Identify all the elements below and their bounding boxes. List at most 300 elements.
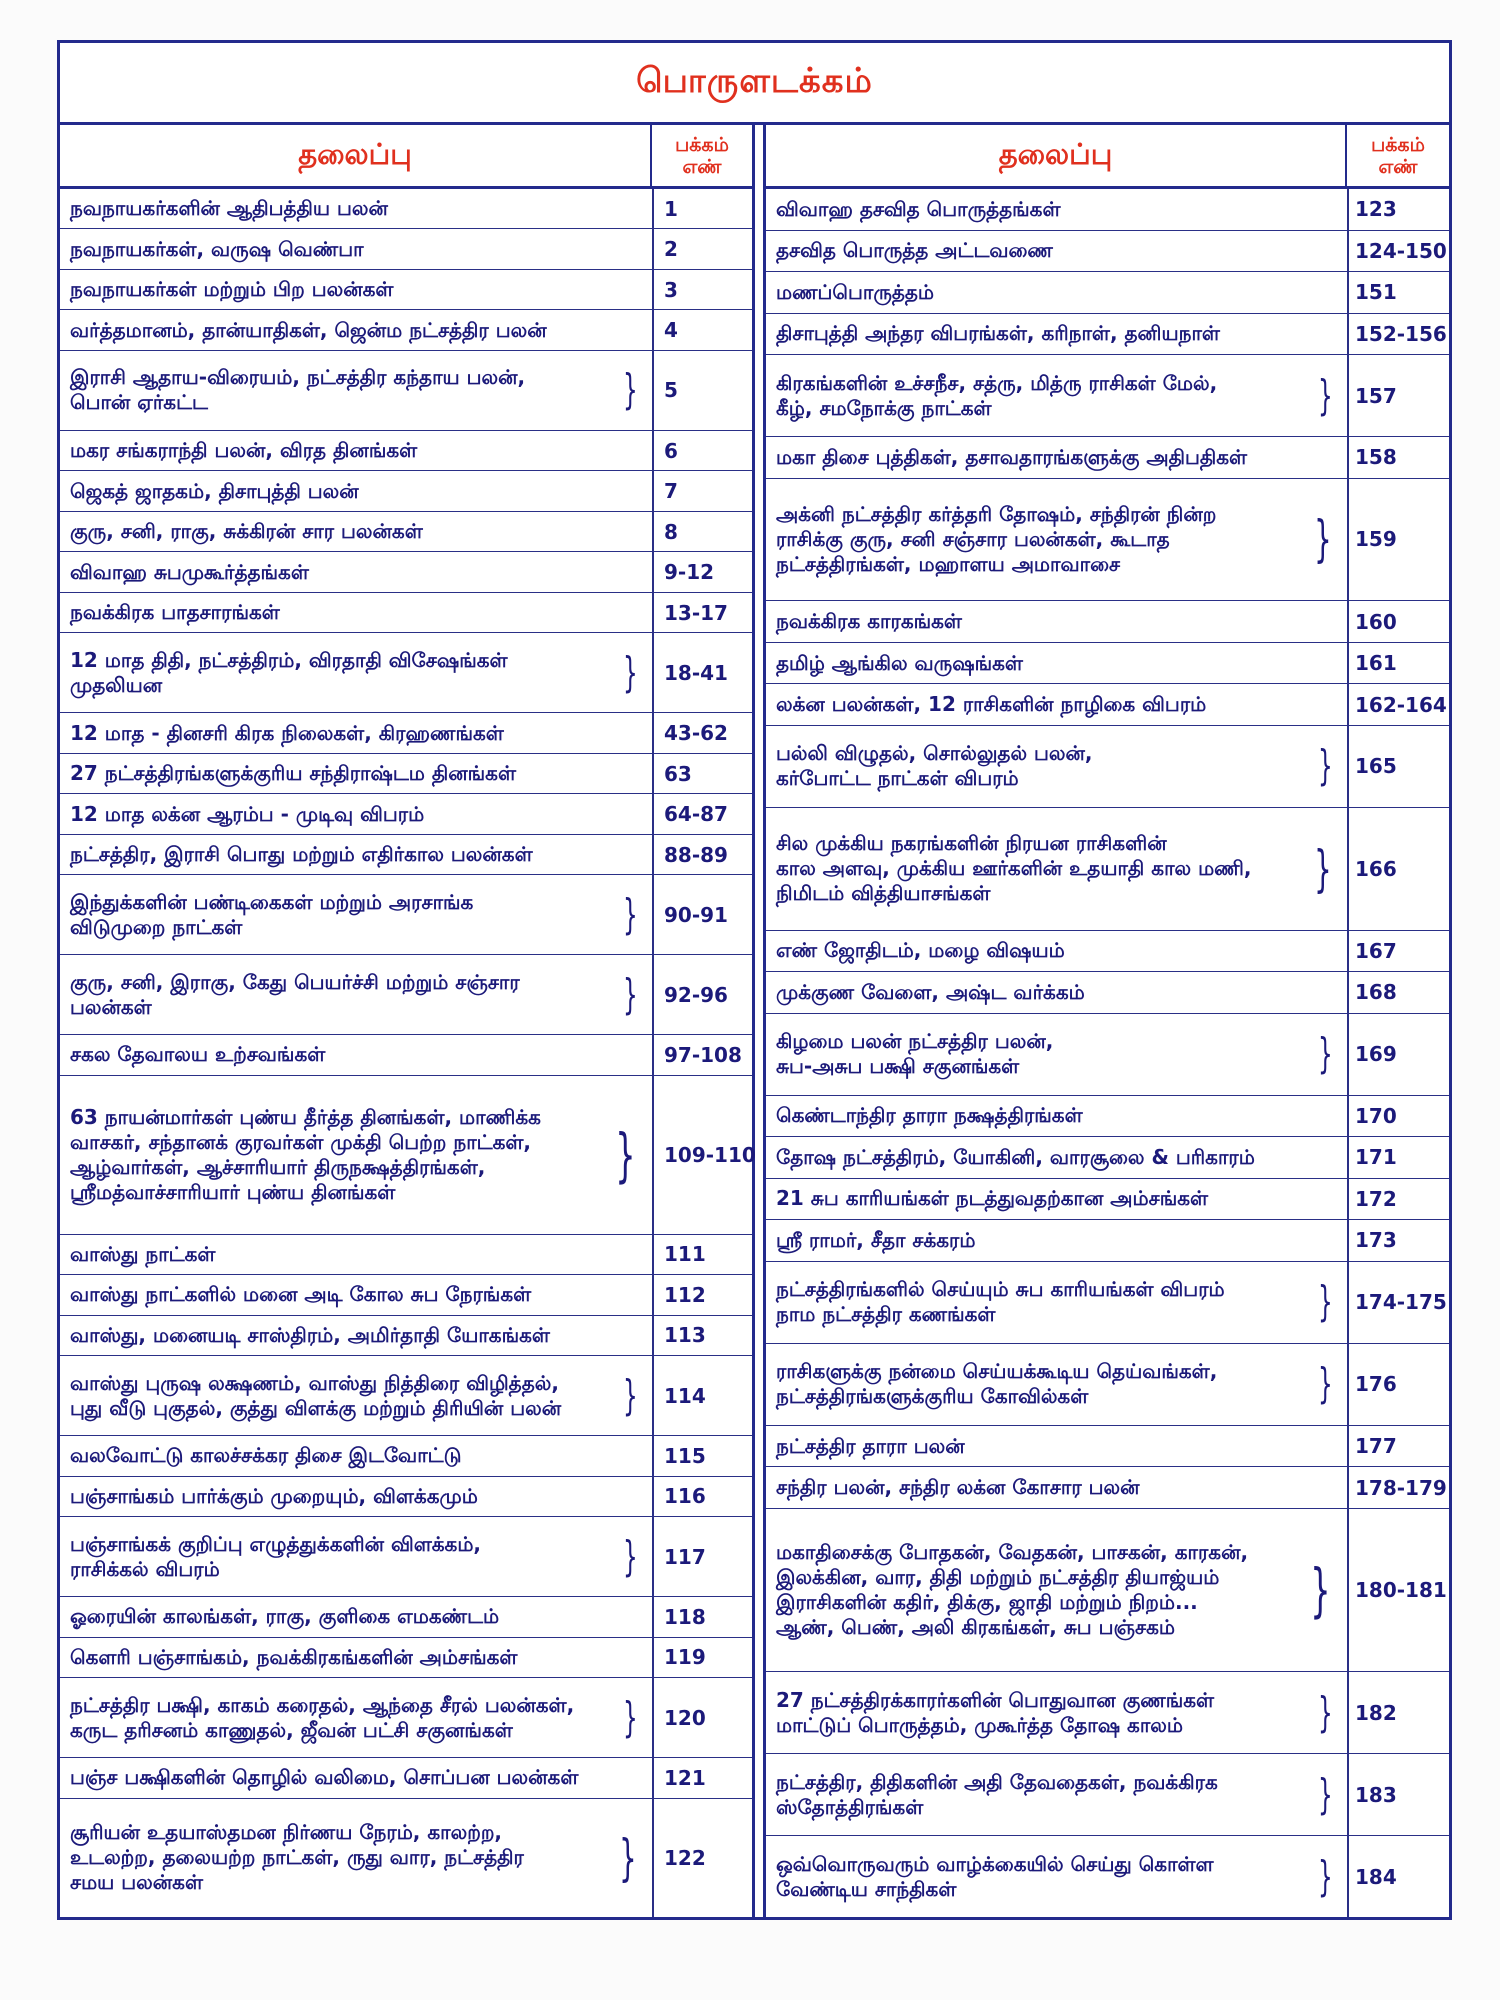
- toc-topic-line: தசவித பொருத்த அட்டவணை: [776, 238, 1053, 263]
- toc-topic-line: சில முக்கிய நகரங்களின் நிரயன ராசிகளின்: [776, 831, 1167, 856]
- toc-row: [766, 1344, 1449, 1426]
- toc-page-number: 8: [652, 512, 752, 551]
- toc-page-number: 167: [1347, 931, 1449, 972]
- toc-rows-right: [766, 189, 1449, 1917]
- toc-topic-line: இராசிகளின் கதிர், திக்கு, ஜாதி மற்றும் நிறம்...: [776, 1589, 1198, 1614]
- toc-topic-lines: [776, 1029, 1312, 1079]
- toc-topic: [60, 351, 652, 430]
- toc-topic-line: ஸ்ரீமத்வாச்சாரியார் புண்ய தினங்கள்: [70, 1179, 396, 1204]
- toc-page-number: 123: [1347, 189, 1449, 230]
- toc-topic: [766, 726, 1347, 807]
- toc-row: [766, 643, 1449, 685]
- toc-page-number: 171: [1347, 1137, 1449, 1178]
- toc-row: [60, 1758, 752, 1798]
- toc-topic-line: புது வீடு புகுதல், குத்து விளக்கு மற்றும் திரியின் பலன்: [70, 1395, 562, 1420]
- toc-topic: [766, 1467, 1347, 1508]
- toc-topic-line: 27 நட்சத்திரக்காரர்களின் பொதுவான குணங்கள்: [776, 1687, 1215, 1712]
- toc-topic-lines: [70, 1604, 644, 1629]
- right-brace-icon: }: [1318, 1687, 1333, 1737]
- toc-row: [766, 1096, 1449, 1138]
- toc-topic-line: முதலியன: [70, 672, 163, 697]
- toc-page-number: 6: [652, 431, 752, 470]
- toc-topic-line: விடுமுறை நாட்கள்: [70, 914, 243, 939]
- right-brace-icon: }: [615, 1120, 636, 1189]
- right-brace-icon: }: [623, 1370, 638, 1420]
- toc-topic-line: வேண்டிய சாந்திகள்: [776, 1876, 957, 1901]
- toc-page-number: 1: [652, 189, 752, 228]
- toc-topic-line: நட்சத்திர பக்ஷி, காகம் கரைதல், ஆந்தை சீரல் பலன்கள்,: [70, 1692, 575, 1717]
- toc-topic-line: பல்லி விழுதல், சொல்லுதல் பலன்,: [776, 741, 1093, 766]
- toc-topic-lines: [776, 651, 1339, 676]
- toc-topic: [60, 1638, 652, 1677]
- right-brace-icon: }: [623, 969, 638, 1019]
- toc-topic: [766, 1426, 1347, 1467]
- toc-topic-line: சமய பலன்கள்: [70, 1870, 203, 1895]
- toc-row: [60, 1517, 752, 1597]
- toc-topic-line: வாஸ்து நாட்கள்: [70, 1241, 216, 1266]
- toc-page-number: 177: [1347, 1426, 1449, 1467]
- right-brace-icon: }: [623, 1531, 638, 1581]
- toc-row: [60, 229, 752, 269]
- toc-topic-line: மகாதிசைக்கு போதகன், வேதகன், பாசகன், காரகன்,: [776, 1539, 1249, 1564]
- toc-topic-line: நட்சத்திர, திதிகளின் அதி தேவதைகள், நவக்கிரக: [776, 1769, 1218, 1794]
- toc-page-number: 64-87: [652, 794, 752, 833]
- toc-page-number: 180-181: [1347, 1509, 1449, 1671]
- toc-page-number: 151: [1347, 272, 1449, 313]
- toc-topic: [60, 1356, 652, 1435]
- toc-topic: [766, 355, 1347, 436]
- header-page-number: [650, 125, 752, 186]
- toc-row: [60, 1436, 752, 1476]
- toc-topic-line: ஜெகத் ஜாதகம், திசாபுத்தி பலன்: [70, 478, 359, 503]
- toc-row: [766, 684, 1449, 726]
- toc-page-number: 120: [652, 1678, 752, 1757]
- toc-topic-line: அக்னி நட்சத்திர கர்த்தரி தோஷம், சந்திரன் நின்ற: [776, 501, 1217, 526]
- toc-row: [60, 471, 752, 511]
- toc-topic-line: கீழ், சமநோக்கு நாட்கள்: [776, 395, 992, 420]
- toc-row: [60, 633, 752, 713]
- toc-topic: [766, 231, 1347, 272]
- toc-topic-line: ஸ்தோத்திரங்கள்: [776, 1794, 924, 1819]
- toc-row: [60, 552, 752, 592]
- header-page-line1: பக்கம்: [1371, 133, 1425, 156]
- toc-topic-line: பலன்கள்: [70, 994, 152, 1019]
- toc-topic-line: நட்சத்திரங்களுக்குரிய கோவில்கள்: [776, 1384, 1089, 1409]
- toc-page-number: 170: [1347, 1096, 1449, 1137]
- toc-topic-line: சூரியன் உதயாஸ்தமன நிர்ணய நேரம், காலற்ற,: [70, 1820, 503, 1845]
- toc-page-number: 7: [652, 471, 752, 510]
- toc-topic: [766, 1836, 1347, 1917]
- toc-page-number: 172: [1347, 1179, 1449, 1220]
- toc-topic: [766, 437, 1347, 478]
- toc-page-number: 119: [652, 1638, 752, 1677]
- toc-topic-line: ஸ்ரீ ராமர், சீதா சக்கரம்: [776, 1227, 976, 1252]
- right-brace-icon: }: [1318, 1029, 1333, 1079]
- right-brace-icon: }: [1318, 370, 1333, 420]
- toc-topic-line: 21 சுப காரியங்கள் நடத்துவதற்கான அம்சங்கள்: [776, 1186, 1209, 1211]
- toc-topic: [766, 972, 1347, 1013]
- toc-topic-lines: [776, 1770, 1312, 1820]
- toc-page-number: 5: [652, 351, 752, 430]
- toc-page-number: 182: [1347, 1672, 1449, 1753]
- toc-row: [60, 1316, 752, 1356]
- toc-topic-line: நட்சத்திர தாரா பலன்: [776, 1433, 965, 1458]
- toc-row: [766, 231, 1449, 273]
- toc-topic-line: எண் ஜோதிடம், மழை விஷயம்: [776, 938, 1065, 963]
- toc-row: [60, 794, 752, 834]
- toc-topic: [766, 1096, 1347, 1137]
- right-brace-icon: }: [1310, 1555, 1331, 1624]
- toc-topic-lines: [776, 980, 1339, 1005]
- toc-topic-lines: [70, 1242, 644, 1267]
- toc-page-number: 109-110: [652, 1076, 752, 1234]
- toc-row: [60, 1477, 752, 1517]
- column-header: [766, 125, 1449, 189]
- toc-topic: [766, 1137, 1347, 1178]
- toc-topic-lines: [776, 445, 1339, 470]
- toc-topic-line: மகர சங்கராந்தி பலன், விரத தினங்கள்: [70, 438, 418, 463]
- toc-topic-lines: [70, 1532, 617, 1582]
- right-brace-icon: }: [1318, 1277, 1333, 1327]
- toc-topic-lines: [776, 371, 1312, 421]
- right-brace-icon: }: [1314, 839, 1332, 898]
- toc-topic: [766, 1754, 1347, 1835]
- toc-topic-line: நவக்கிரக காரகங்கள்: [776, 609, 962, 634]
- toc-page-number: 184: [1347, 1836, 1449, 1917]
- toc-page-number: 158: [1347, 437, 1449, 478]
- toc-topic: [766, 1262, 1347, 1343]
- toc-topic-lines: [70, 648, 617, 698]
- toc-page-number: 166: [1347, 808, 1449, 930]
- toc-page-number: 111: [652, 1235, 752, 1274]
- toc-row: [60, 512, 752, 552]
- right-brace-icon: }: [623, 365, 638, 415]
- toc-row: [60, 431, 752, 471]
- toc-page-number: 2: [652, 229, 752, 268]
- toc-topic: [60, 1035, 652, 1074]
- toc-topic-line: சந்திர பலன், சந்திர லக்ன கோசார பலன்: [776, 1475, 1140, 1500]
- toc-topic-line: தமிழ் ஆங்கில வருஷங்கள்: [776, 650, 1023, 675]
- toc-row: [60, 1035, 752, 1075]
- toc-page-number: 117: [652, 1517, 752, 1596]
- toc-row: [60, 1275, 752, 1315]
- toc-topic: [766, 808, 1347, 930]
- right-brace-icon: }: [1318, 1769, 1333, 1819]
- toc-topic: [766, 189, 1347, 230]
- toc-page-number: 18-41: [652, 633, 752, 712]
- toc-page-number: 114: [652, 1356, 752, 1435]
- toc-topic: [766, 601, 1347, 642]
- toc-topic-line: சகல தேவாலய உற்சவங்கள்: [70, 1042, 326, 1067]
- toc-topic-line: 12 மாத திதி, நட்சத்திரம், விரதாதி விசேஷங்கள்: [70, 647, 508, 672]
- toc-row: [766, 808, 1449, 931]
- toc-row: [766, 1467, 1449, 1509]
- toc-page-number: 88-89: [652, 835, 752, 874]
- toc-topic-line: திசாபுத்தி அந்தர விபரங்கள், கரிநாள், தனியநாள்: [776, 321, 1220, 346]
- toc-row: [60, 1799, 752, 1917]
- toc-topic: [60, 552, 652, 591]
- toc-topic: [60, 1076, 652, 1234]
- toc-topic-lines: [70, 890, 617, 940]
- toc-topic: [60, 754, 652, 793]
- toc-topic-line: வாசகர், சந்தானக் குரவர்கள் முக்தி பெற்ற நாட்கள்,: [70, 1129, 532, 1154]
- toc-topic: [60, 955, 652, 1034]
- toc-topic-line: நிமிடம் வித்தியாசங்கள்: [776, 881, 991, 906]
- toc-page-number: 178-179: [1347, 1467, 1449, 1508]
- toc-row: [60, 1638, 752, 1678]
- toc-topic-lines: [70, 970, 617, 1020]
- toc-topic: [60, 189, 652, 228]
- toc-topic-lines: [776, 1228, 1339, 1253]
- toc-topic-lines: [70, 600, 644, 625]
- toc-page-number: 157: [1347, 355, 1449, 436]
- toc-topic-line: நாம நட்சத்திர கணங்கள்: [776, 1302, 996, 1327]
- toc-topic-line: ஓரையின் காலங்கள், ராகு, குளிகை எமகண்டம்: [70, 1604, 500, 1629]
- toc-topic-line: ராசிக்கு குரு, சனி சஞ்சார பலன்கள், கூடாத: [776, 526, 1170, 551]
- toc-row: [766, 726, 1449, 808]
- right-brace-icon: }: [619, 1828, 637, 1887]
- toc-topic-lines: [70, 237, 644, 262]
- toc-row: [766, 1179, 1449, 1221]
- toc-row: [766, 1220, 1449, 1262]
- toc-topic-line: கிரகங்களின் உச்சநீச, சத்ரு, மித்ரு ராசிகள் மேல்,: [776, 370, 1218, 395]
- toc-topic-line: பஞ்சாங்கம் பார்க்கும் முறையும், விளக்கமும்: [70, 1483, 478, 1508]
- toc-topic-line: நவநாயகர்களின் ஆதிபத்திய பலன்: [70, 196, 388, 221]
- toc-topic-lines: [776, 1540, 1302, 1640]
- toc-topic-lines: [776, 238, 1339, 263]
- toc-page-number: 92-96: [652, 955, 752, 1034]
- toc-topic-lines: [70, 1443, 644, 1468]
- header-page-number: [1345, 125, 1449, 186]
- header-page-line1: பக்கம்: [675, 133, 729, 156]
- toc-row: [60, 1235, 752, 1275]
- toc-topic-lines: [70, 277, 644, 302]
- toc-topic-line: ராசிகளுக்கு நன்மை செய்யக்கூடிய தெய்வங்கள்,: [776, 1359, 1218, 1384]
- toc-topic-line: ஆண், பெண், அலி கிரகங்கள், சுப பஞ்சகம்: [776, 1614, 1175, 1639]
- header-page-line2: எண்: [682, 155, 722, 178]
- toc-page-number: 169: [1347, 1014, 1449, 1095]
- toc-page-number: 43-62: [652, 713, 752, 752]
- toc-row: [60, 835, 752, 875]
- toc-topic-line: மாட்டுப் பொருத்தம், முகூர்த்த தோஷ காலம்: [776, 1712, 1183, 1737]
- toc-topic: [60, 1436, 652, 1475]
- toc-page-number: 63: [652, 754, 752, 793]
- toc-topic: [766, 1672, 1347, 1753]
- toc-page-number: 112: [652, 1275, 752, 1314]
- toc-page-number: 118: [652, 1597, 752, 1636]
- toc-topic-lines: [70, 1042, 644, 1067]
- toc-row: [60, 754, 752, 794]
- toc-topic: [60, 471, 652, 510]
- toc-topic-lines: [70, 802, 644, 827]
- toc-topic: [60, 794, 652, 833]
- right-brace-icon: }: [1318, 1851, 1333, 1901]
- toc-topic-lines: [70, 1323, 644, 1348]
- toc-topic: [60, 1597, 652, 1636]
- right-brace-icon: }: [1318, 1359, 1333, 1409]
- toc-topic-lines: [776, 1103, 1339, 1128]
- toc-topic-line: கருட தரிசனம் காணுதல், ஜீவன் பட்சி சகுனங்கள்: [70, 1717, 513, 1742]
- toc-topic: [766, 1509, 1347, 1671]
- toc-topic: [60, 1517, 652, 1596]
- toc-page-number: 160: [1347, 601, 1449, 642]
- toc-topic: [766, 1344, 1347, 1425]
- toc-topic-lines: [776, 321, 1339, 346]
- toc-topic-lines: [776, 831, 1307, 906]
- toc-topic-lines: [70, 519, 644, 544]
- toc-topic-line: வர்த்தமானம், தான்யாதிகள், ஜென்ம நட்சத்திர பலன்: [70, 317, 547, 342]
- toc-page-number: 116: [652, 1477, 752, 1516]
- page-title: பொருளடக்கம்: [636, 60, 873, 101]
- toc-topic: [766, 272, 1347, 313]
- toc-topic-line: பஞ்ச பக்ஷிகளின் தொழில் வலிமை, சொப்பன பலன்கள்: [70, 1765, 579, 1790]
- toc-row: [60, 1356, 752, 1436]
- toc-row: [766, 272, 1449, 314]
- toc-page-number: 162-164: [1347, 684, 1449, 725]
- toc-topic-line: சுப-அசுப பக்ஷி சகுனங்கள்: [776, 1054, 1020, 1079]
- right-brace-icon: }: [623, 889, 638, 939]
- toc-topic-line: விவாஹ தசவித பொருத்தங்கள்: [776, 196, 1061, 221]
- toc-column-left: [60, 125, 755, 1917]
- toc-topic: [60, 512, 652, 551]
- toc-rows-left: [60, 189, 756, 1917]
- toc-topic-line: ராசிக்கல் விபரம்: [70, 1556, 220, 1581]
- toc-topic-line: 12 மாத - தினசரி கிரக நிலைகள், கிரஹணங்கள்: [70, 720, 504, 745]
- toc-topic-line: நட்சத்திரங்கள், மஹாளய அமாவாசை: [776, 551, 1121, 576]
- toc-topic-line: வலவோட்டு காலச்சக்கர திசை இடவோட்டு: [70, 1443, 462, 1468]
- toc-row: [60, 1597, 752, 1637]
- toc-topic: [60, 270, 652, 309]
- toc-row: [766, 314, 1449, 356]
- header-topic: தலைப்பு: [998, 136, 1113, 171]
- column-header: [60, 125, 752, 189]
- toc-row: [60, 351, 752, 431]
- toc-topic-lines: [776, 741, 1312, 791]
- toc-page-number: 121: [652, 1758, 752, 1797]
- toc-topic-line: இலக்கின, வார, திதி மற்றும் நட்சத்திர தியாஜ்யம்: [776, 1564, 1220, 1589]
- toc-page-number: 124-150: [1347, 231, 1449, 272]
- toc-topic-lines: [70, 560, 644, 585]
- toc-topic-line: வாஸ்து புருஷ லக்ஷணம், வாஸ்து நித்திரை விழித்தல்,: [70, 1370, 559, 1395]
- toc-page-number: 3: [652, 270, 752, 309]
- toc-topic-lines: [70, 721, 644, 746]
- toc-topic: [766, 684, 1347, 725]
- toc-topic: [60, 1678, 652, 1757]
- toc-topic-lines: [776, 609, 1339, 634]
- toc-row: [60, 189, 752, 229]
- toc-row: [766, 601, 1449, 643]
- toc-topic-line: இந்துக்களின் பண்டிகைகள் மற்றும் அரசாங்க: [70, 889, 474, 914]
- toc-page-number: 174-175: [1347, 1262, 1449, 1343]
- toc-topic-lines: [70, 1484, 644, 1509]
- toc-topic-line: வாஸ்து நாட்களில் மனை அடி கோல சுப நேரங்கள்: [70, 1282, 532, 1307]
- toc-topic-lines: [776, 280, 1339, 305]
- toc-row: [766, 1836, 1449, 1917]
- toc-topic: [60, 1316, 652, 1355]
- toc-row: [766, 1262, 1449, 1344]
- toc-topic-lines: [776, 502, 1307, 577]
- toc-page-number: 165: [1347, 726, 1449, 807]
- toc-topic-lines: [776, 1145, 1339, 1170]
- toc-topic: [766, 931, 1347, 972]
- toc-page-number: 115: [652, 1436, 752, 1475]
- toc-topic: [766, 314, 1347, 355]
- toc-topic-lines: [70, 196, 644, 221]
- toc-topic-line: குரு, சனி, ராகு, சுக்கிரன் சார பலன்கள்: [70, 519, 423, 544]
- toc-row: [60, 310, 752, 350]
- toc-row: [766, 1426, 1449, 1468]
- toc-topic-line: கௌரி பஞ்சாங்கம், நவக்கிரகங்களின் அம்சங்கள்: [70, 1644, 518, 1669]
- toc-topic-line: உடலற்ற, தலையற்ற நாட்கள், ருது வார, நட்சத்திர: [70, 1845, 524, 1870]
- toc-topic: [60, 431, 652, 470]
- toc-topic-lines: [776, 692, 1339, 717]
- toc-page-number: 122: [652, 1799, 752, 1917]
- toc-frame: [57, 40, 1452, 1920]
- right-brace-icon: }: [1314, 510, 1332, 569]
- right-brace-icon: }: [623, 1692, 638, 1742]
- toc-topic-lines: [70, 1693, 617, 1743]
- toc-topic-line: முக்குண வேளை, அஷ்ட வர்க்கம்: [776, 979, 1085, 1004]
- toc-topic-line: 63 நாயன்மார்கள் புண்ய தீர்த்த தினங்கள், மாணிக்க: [70, 1104, 541, 1129]
- toc-topic-line: நட்சத்திர, இராசி பொது மற்றும் எதிர்கால பலன்கள்: [70, 842, 533, 867]
- toc-row: [766, 1509, 1449, 1672]
- toc-topic-lines: [70, 1645, 644, 1670]
- toc-topic-lines: [776, 1434, 1339, 1459]
- toc-topic-lines: [70, 1105, 607, 1205]
- toc-topic-line: வாஸ்து, மனையடி சாஸ்திரம், அமிர்தாதி யோகங்கள்: [70, 1322, 550, 1347]
- toc-topic-line: நவநாயகர்கள் மற்றும் பிற பலன்கள்: [70, 277, 394, 302]
- toc-topic-line: நட்சத்திரங்களில் செய்யும் சுப காரியங்கள் விபரம்: [776, 1277, 1225, 1302]
- toc-topic-line: இராசி ஆதாய-விரையம், நட்சத்திர கந்தாய பலன்,: [70, 365, 526, 390]
- toc-topic-lines: [776, 1688, 1312, 1738]
- toc-row: [60, 955, 752, 1035]
- header-topic: தலைப்பு: [298, 136, 412, 171]
- toc-row: [766, 1754, 1449, 1836]
- toc-page-number: 13-17: [652, 593, 752, 632]
- toc-topic-line: கெண்டாந்திர தாரா நக்ஷத்திரங்கள்: [776, 1103, 1083, 1128]
- toc-topic-lines: [70, 1765, 644, 1790]
- toc-row: [60, 1678, 752, 1758]
- toc-column-right: [763, 125, 1449, 1917]
- toc-topic-lines: [776, 938, 1339, 963]
- toc-topic: [60, 875, 652, 954]
- toc-topic-line: கிழமை பலன் நட்சத்திர பலன்,: [776, 1029, 1054, 1054]
- toc-page-number: 4: [652, 310, 752, 349]
- toc-topic-lines: [70, 1820, 612, 1895]
- toc-topic: [766, 479, 1347, 601]
- toc-row: [60, 1076, 756, 1235]
- title-bar: [60, 43, 1449, 125]
- toc-row: [766, 931, 1449, 973]
- toc-topic-line: தோஷ நட்சத்திரம், யோகினி, வாரசூலை & பரிகாரம்: [776, 1144, 1255, 1169]
- toc-topic: [766, 1014, 1347, 1095]
- toc-row: [60, 713, 752, 753]
- toc-row: [766, 1014, 1449, 1096]
- toc-topic-line: நவக்கிரக பாதசாரங்கள்: [70, 600, 280, 625]
- toc-topic: [60, 1235, 652, 1274]
- toc-topic-line: மகா திசை புத்திகள், தசாவதாரங்களுக்கு அதிபதிகள்: [776, 444, 1248, 469]
- header-page-line2: எண்: [1378, 155, 1418, 178]
- toc-topic-line: லக்ன பலன்கள், 12 ராசிகளின் நாழிகை விபரம்: [776, 692, 1207, 717]
- toc-topic-line: பொன் ஏர்கட்ட: [70, 390, 208, 415]
- toc-page-number: 183: [1347, 1754, 1449, 1835]
- toc-page-number: 113: [652, 1316, 752, 1355]
- toc-topic-lines: [70, 761, 644, 786]
- toc-topic-lines: [70, 365, 617, 415]
- toc-topic-lines: [776, 197, 1339, 222]
- right-brace-icon: }: [1318, 741, 1333, 791]
- toc-topic-lines: [776, 1852, 1312, 1902]
